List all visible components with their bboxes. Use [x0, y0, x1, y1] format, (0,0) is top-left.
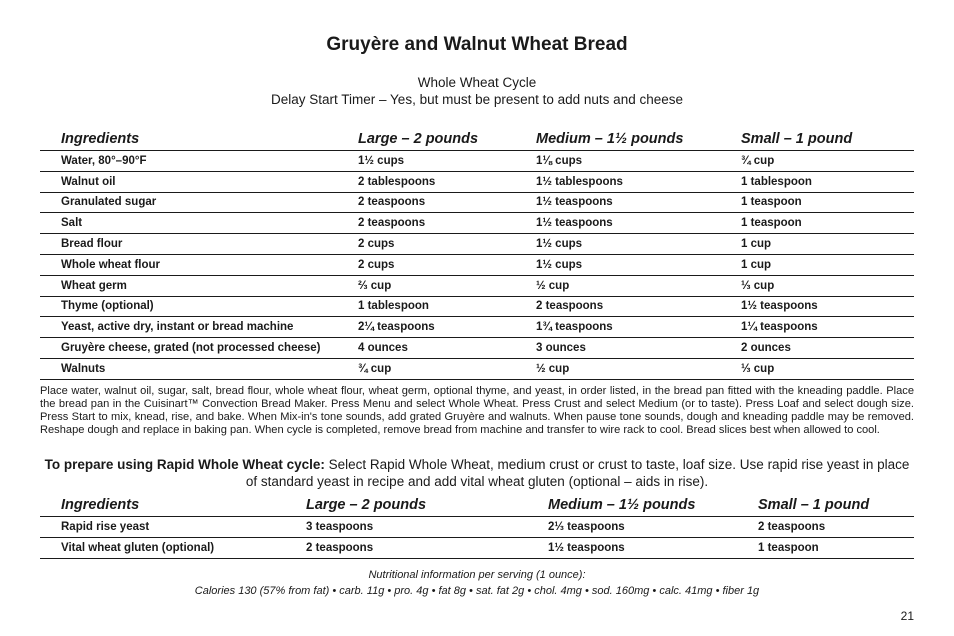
ingredient-name: Yeast, active dry, instant or bread machine	[40, 317, 358, 338]
amount-large: 2 teaspoons	[358, 213, 536, 234]
rapid-cycle-lead: To prepare using Rapid Whole Wheat cycle:	[44, 457, 325, 472]
page-number: 21	[900, 609, 914, 623]
amount-small: 1 tablespoon	[741, 171, 914, 192]
table-row	[40, 296, 914, 317]
recipe-title: Gruyère and Walnut Wheat Bread	[326, 34, 628, 55]
amount-large: 2 tablespoons	[358, 171, 536, 192]
amount-large: 2 teaspoons	[306, 537, 548, 558]
amount-small: 1 teaspoon	[741, 213, 914, 234]
ingredient-name: Walnuts	[40, 358, 358, 379]
ingredient-name: Salt	[40, 213, 358, 234]
header-medium: Medium – 1½ pounds	[548, 491, 758, 517]
amount-small: 1 cup	[741, 234, 914, 255]
ingredient-name: Granulated sugar	[40, 192, 358, 213]
header-ingredients: Ingredients	[40, 491, 306, 517]
table-header-row	[40, 491, 914, 517]
table-row	[40, 275, 914, 296]
amount-small: 1½ teaspoons	[741, 296, 914, 317]
ingredient-name: Water, 80°–90°F	[40, 151, 358, 172]
amount-medium: 1½ tablespoons	[536, 171, 741, 192]
amount-medium: ½ cup	[536, 358, 741, 379]
ingredients-table	[40, 125, 914, 380]
table-row	[40, 517, 914, 538]
amount-medium: 1½ teaspoons	[548, 537, 758, 558]
table-row	[40, 192, 914, 213]
recipe-subtitle	[0, 74, 954, 108]
ingredient-name: Bread flour	[40, 234, 358, 255]
amount-small: 2 teaspoons	[758, 517, 914, 538]
ingredient-name: Thyme (optional)	[40, 296, 358, 317]
ingredient-name: Vital wheat gluten (optional)	[40, 537, 306, 558]
rapid-cycle-note	[40, 456, 914, 490]
table-row	[40, 338, 914, 359]
header-large: Large – 2 pounds	[306, 491, 548, 517]
amount-medium: 2 teaspoons	[536, 296, 741, 317]
amount-small: 1 teaspoon	[741, 192, 914, 213]
amount-large: 2 cups	[358, 254, 536, 275]
amount-large: 3 teaspoons	[306, 517, 548, 538]
table-row	[40, 317, 914, 338]
amount-small: 1 cup	[741, 254, 914, 275]
amount-medium: 1¾ teaspoons	[536, 317, 741, 338]
header-large: Large – 2 pounds	[358, 125, 536, 151]
ingredient-name: Rapid rise yeast	[40, 517, 306, 538]
amount-small: 1¼ teaspoons	[741, 317, 914, 338]
amount-medium: 3 ounces	[536, 338, 741, 359]
rapid-ingredients-table	[40, 491, 914, 559]
amount-small: ⅓ cup	[741, 275, 914, 296]
table-row	[40, 254, 914, 275]
ingredient-name: Gruyère cheese, grated (not processed cheese)	[40, 338, 358, 359]
amount-small: 1 teaspoon	[758, 537, 914, 558]
header-small: Small – 1 pound	[741, 125, 914, 151]
amount-small: ⅓ cup	[741, 358, 914, 379]
header-ingredients: Ingredients	[40, 125, 358, 151]
ingredient-name: Whole wheat flour	[40, 254, 358, 275]
header-small: Small – 1 pound	[758, 491, 914, 517]
delay-start-note: Delay Start Timer – Yes, but must be present to add nuts and cheese	[271, 92, 683, 107]
amount-large: 2¼ teaspoons	[358, 317, 536, 338]
header-medium: Medium – 1½ pounds	[536, 125, 741, 151]
amount-large: 1 tablespoon	[358, 296, 536, 317]
amount-large: 1½ cups	[358, 151, 536, 172]
amount-medium: 1½ cups	[536, 254, 741, 275]
amount-large: 2 cups	[358, 234, 536, 255]
amount-small: 2 ounces	[741, 338, 914, 359]
cycle-label: Whole Wheat Cycle	[417, 75, 537, 90]
table-row	[40, 234, 914, 255]
table-row	[40, 358, 914, 379]
amount-medium: 1½ cups	[536, 234, 741, 255]
ingredient-name: Wheat germ	[40, 275, 358, 296]
amount-large: ¾ cup	[358, 358, 536, 379]
rapid-cycle-text: Select Rapid Whole Wheat, medium crust or crust to taste, loaf size. Use rapid rise yeast in place of standard yeast in recipe and add vital wheat gluten (optional – aids in rise).	[245, 457, 910, 489]
amount-medium: 1⅛ cups	[536, 151, 741, 172]
amount-medium: 1½ teaspoons	[536, 192, 741, 213]
nutrition-info	[0, 567, 954, 599]
recipe-instructions: Place water, walnut oil, sugar, salt, bread flour, whole wheat flour, wheat germ, optional thyme, and yeast, in order listed, in the bread pan fitted with the kneading paddle. Place the bread pan in the Cuisinart™ Convection Bread Maker. Press Menu and select Whole Wheat. Press Crust and select Medium (or to taste). Press Loaf and select dough size. Press Start to mix, knead, rise, and bake. When Mix-in's tone sounds, add grated Gruyère and walnuts. When pause tone sounds, dough and kneading paddle may be removed. Reshape dough and replace in baking pan. When cycle is completed, remove bread from machine and transfer to wire rack to cool. Bread slices best when allowed to cool.	[40, 385, 914, 436]
nutrition-values: Calories 130 (57% from fat) • carb. 11g • pro. 4g • fat 8g • sat. fat 2g • chol. 4mg • sod. 160mg • calc. 41mg • fiber 1g	[194, 585, 760, 597]
table-row	[40, 151, 914, 172]
amount-medium: 1½ teaspoons	[536, 213, 741, 234]
amount-large: 4 ounces	[358, 338, 536, 359]
table-header-row	[40, 125, 914, 151]
amount-small: ¾ cup	[741, 151, 914, 172]
nutrition-heading: Nutritional information per serving (1 ounce):	[368, 569, 586, 581]
amount-large: ⅔ cup	[358, 275, 536, 296]
amount-large: 2 teaspoons	[358, 192, 536, 213]
table-row	[40, 171, 914, 192]
ingredient-name: Walnut oil	[40, 171, 358, 192]
amount-medium: ½ cup	[536, 275, 741, 296]
amount-medium: 2⅓ teaspoons	[548, 517, 758, 538]
table-row	[40, 537, 914, 558]
table-row	[40, 213, 914, 234]
